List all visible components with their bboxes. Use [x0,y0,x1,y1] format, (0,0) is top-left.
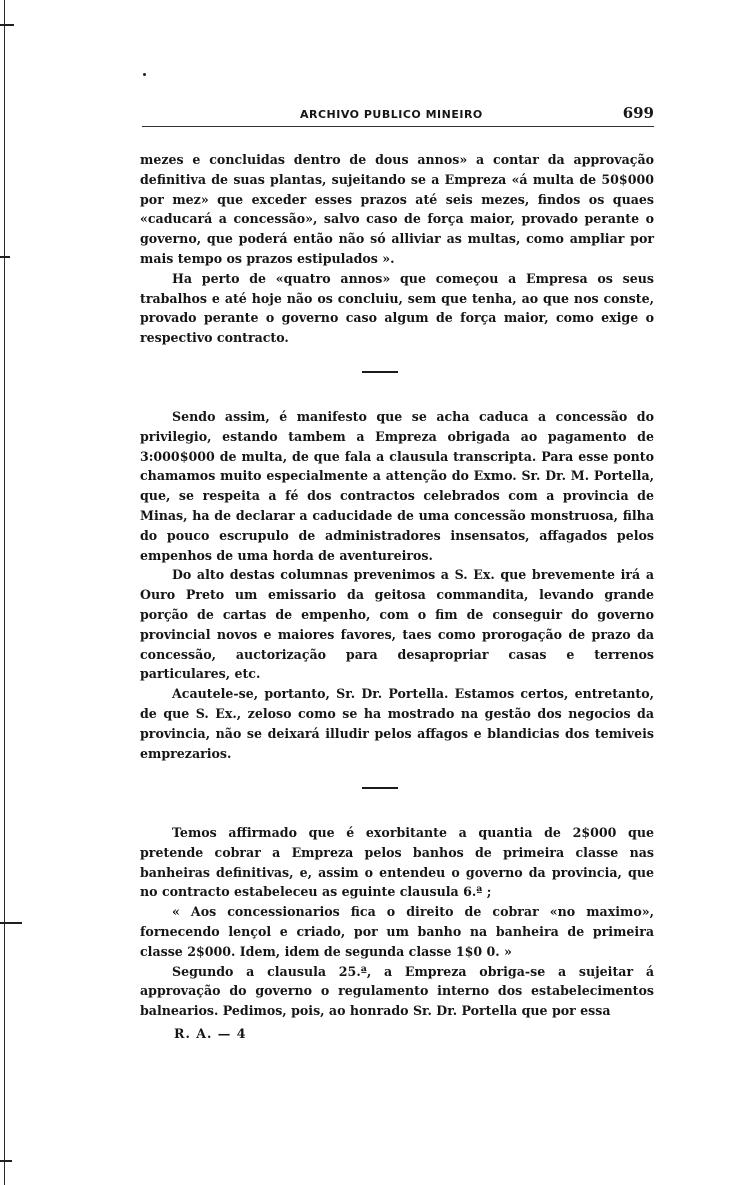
section-separator [362,787,398,789]
page-edge-tick [0,256,10,258]
section-separator [362,371,398,373]
paragraph: Ha perto de «quatro annos» que começou a Empresa os seus trabalhos e até hoje não os concluiu, sem que tenha, ao que nos conste, provado perante o governo caso algum de força maior, como exige o respectivo contracto. [140,270,654,346]
page-header [140,104,654,126]
text-section-3 [140,823,654,1021]
paragraph: mezes e concluidas dentro de dous annos» a contar da approvação definitiva de suas plantas, sujeitando se a Empreza «á multa de 50$000 por mez» que exceder esses prazos até seis mezes, findos os quaes «caducará a concessão», salvo caso de força maior, provado perante o governo, que poderá então não só alliviar as multas, como ampliar por mais tempo os prazos estipulados ». [140,152,654,266]
text-section-2 [140,407,654,763]
page-edge-tick [0,922,22,924]
text-section-1 [140,150,654,348]
page-edge-tick [0,24,14,26]
paragraph: Sendo assim, é manifesto que se acha caduca a concessão do privilegio, estando tambem a Empreza obrigada ao pagamento de 3:000$000 de multa, de que fala a clausula transcripta. Para esse ponto chamamos muito especialmente a attenção do Exmo. Sr. Dr. M. Portella, que, se respeita a fé dos contractos celebrados com a provincia de Minas, ha de declarar a caducidade de uma concessão monstruosa, filha do pouco escrupulo de administradores insensatos, affagados pelos empenhos de uma horda de aventureiros. [140,409,654,563]
running-head: ARCHIVO PUBLICO MINEIRO [300,108,483,121]
paragraph: Temos affirmado que é exorbitante a quantia de 2$000 que pretende cobrar a Empreza pelos banhos de primeira classe nas banheiras definitivas, e, assim o entendeu o governo da provincia, que no contracto estabeleceu as eguinte clausula 6.ª ; [140,825,654,900]
page-edge-tick [0,1160,12,1162]
paragraph: « Aos concessionarios fica o direito de cobrar «no maximo», fornecendo lençol e criado, por um banho na banheira de primeira classe 2$000. Idem, idem de segunda classe 1$0 0. » [140,904,654,959]
signature-mark: R. A. — 4 [174,1026,247,1041]
paragraph: Segundo a clausula 25.ª, a Empreza obriga-se a sujeitar á approvação do governo o regulamento interno dos estabelecimentos balnearios. Pedimos, pois, ao honrado Sr. Dr. Portella que por essa [140,963,654,1019]
paragraph: Do alto destas columnas prevenimos a S. Ex. que brevemente irá a Ouro Preto um emissario da geitosa commandita, levando grande porção de cartas de empenho, com o fim de conseguir do governo provincial novos e maiores favores, taes como prorogação de prazo da concessão, auctorização para desapropriar casas e terrenos particulares, etc. [140,567,654,682]
page-number: 699 [622,104,654,122]
page-edge-line [4,0,5,1185]
header-rule [142,126,654,127]
ink-dot [143,73,146,76]
paragraph: Acautele-se, portanto, Sr. Dr. Portella. Estamos certos, entretanto, de que S. Ex., zeloso como se ha mostrado na gestão dos negocios da provincia, não se deixará illudir pelos affagos e blandicias dos temiveis emprezarios. [140,686,654,761]
